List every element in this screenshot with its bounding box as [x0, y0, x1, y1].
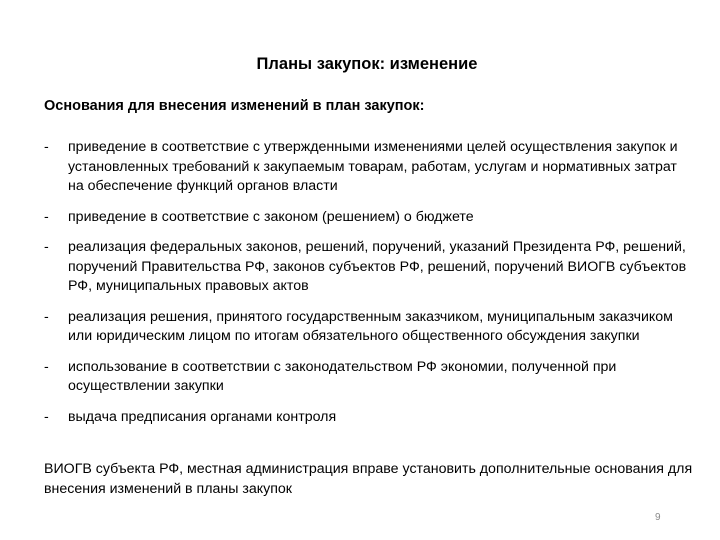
- bullet-marker: -: [44, 139, 49, 155]
- bullet-marker: -: [44, 308, 49, 325]
- list-item-text: реализация решения, принятого государственным заказчиком, муниципальным заказчиком или юридическим лицом по итогам обязательного общественного обсуждения закупки: [68, 308, 673, 344]
- list-item-text: приведение в соответствие с законом (решением) о бюджете: [68, 208, 474, 225]
- footer-note: ВИОГВ субъекта РФ, местная администрация вправе установить дополнительные основания для внесения изменений в планы закупок: [44, 461, 693, 497]
- list-item-text: использование в соответствии с законодательством РФ экономии, полученной при осуществлении закупки: [68, 358, 617, 394]
- slide-subtitle: Основания для внесения изменений в план закупок:: [44, 98, 425, 114]
- list-item-text: приведение в соответствие с утвержденными изменениями целей осуществления закупок и установленных требований к закупаемым товарам, работам, услугам и нормативных затрат на обеспечение функций органов власти: [68, 139, 678, 194]
- list-item-text: выдача предписания органами контроля: [68, 408, 337, 425]
- bullet-marker: -: [44, 208, 49, 225]
- bullet-marker: -: [44, 408, 49, 425]
- list-item: [44, 238, 694, 297]
- list-item: [44, 208, 694, 228]
- list-item: [44, 138, 694, 197]
- slide-title: Планы закупок: изменение: [256, 55, 478, 73]
- list-item: [44, 408, 694, 428]
- list-item-text: реализация федеральных законов, решений, поручений, указаний Президента РФ, решений, поручений Правительства РФ, законов субъектов РФ, решений, поручений ВИОГВ субъектов РФ, муниципальных правовых актов: [68, 239, 687, 294]
- list-item: [44, 358, 694, 397]
- bullet-marker: -: [44, 358, 49, 375]
- bullet-marker: -: [44, 239, 49, 255]
- page-number: 9: [655, 512, 661, 523]
- bullet-list: [44, 138, 694, 438]
- list-item: [44, 308, 694, 347]
